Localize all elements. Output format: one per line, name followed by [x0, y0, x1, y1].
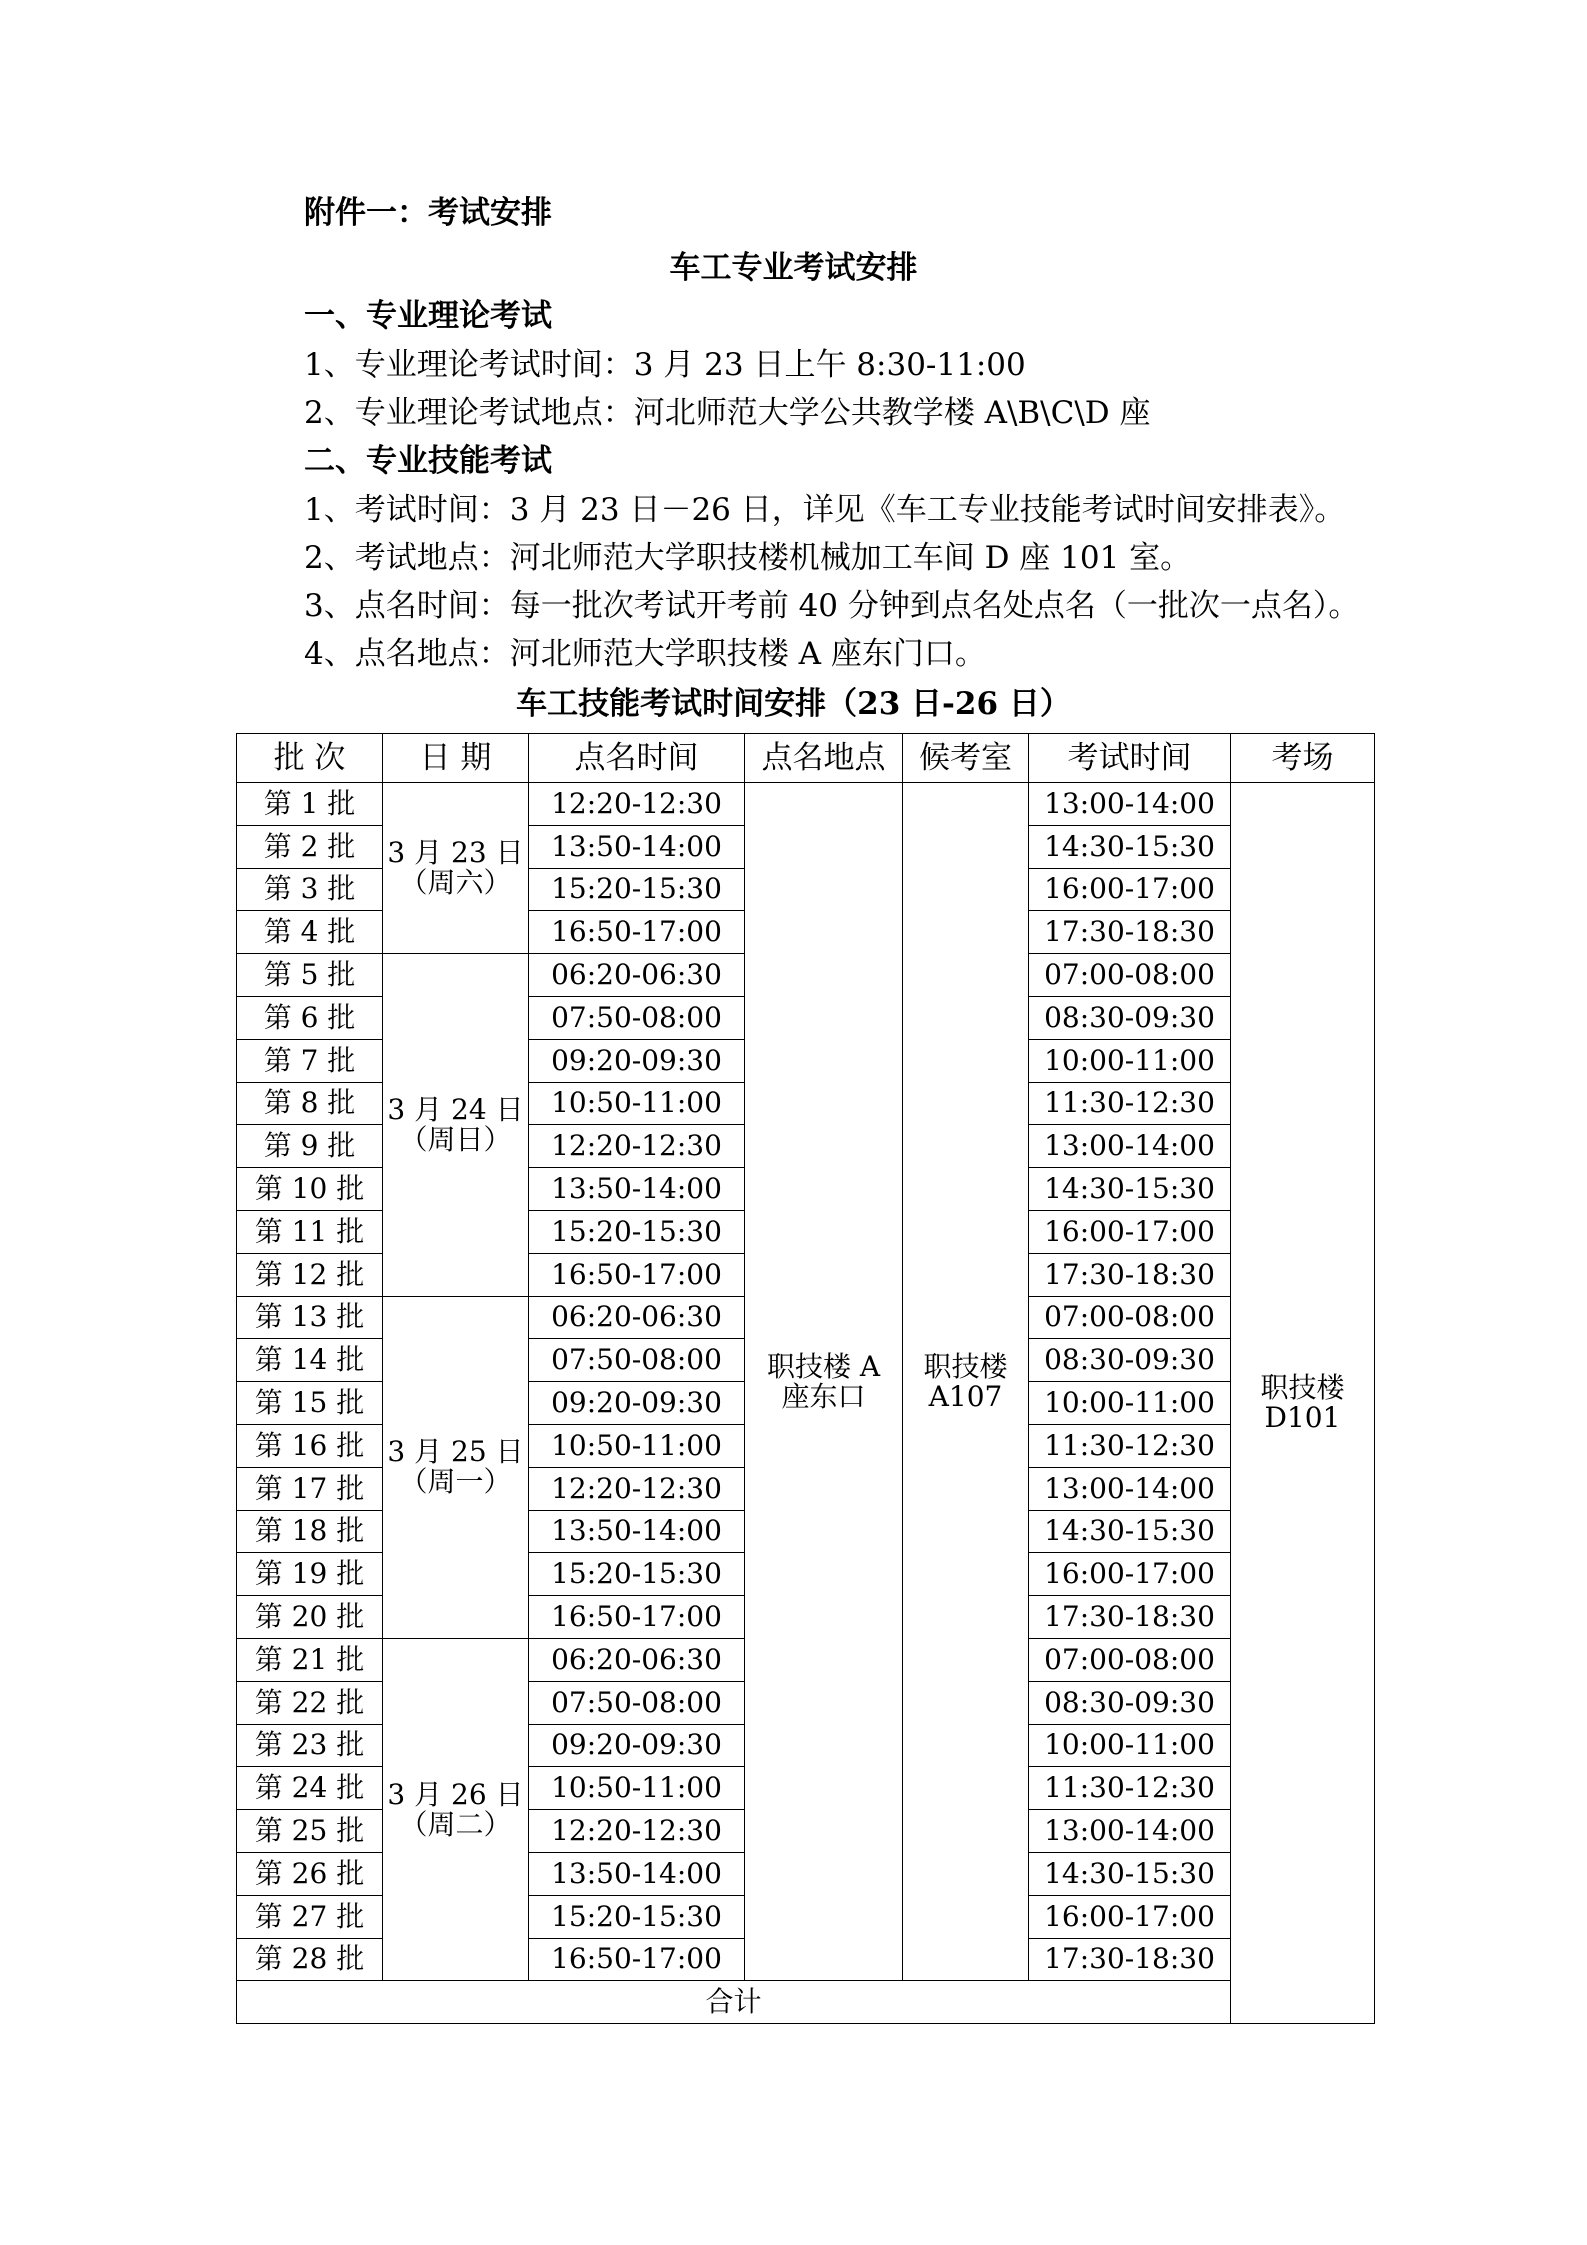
checkin-place-line-2: 座东口: [781, 1379, 866, 1413]
waiting-room-cell: [903, 783, 1029, 1981]
batch-cell: 第 6 批: [237, 996, 383, 1039]
date-text: 3 月 23 日: [387, 836, 524, 870]
batch-cell: 第 19 批: [237, 1553, 383, 1596]
exam-room-line-2: D101: [1264, 1401, 1341, 1435]
checkin-time-cell: 06:20-06:30: [529, 1638, 745, 1681]
batch-cell: 第 16 批: [237, 1424, 383, 1467]
waiting-room-line-2: A107: [928, 1379, 1003, 1413]
exam-time-cell: 07:00-08:00: [1029, 1296, 1231, 1339]
batch-cell: 第 8 批: [237, 1082, 383, 1125]
exam-time-cell: 10:00-11:00: [1029, 1382, 1231, 1425]
batch-cell: 第 7 批: [237, 1039, 383, 1082]
exam-time-cell: 11:30-12:30: [1029, 1424, 1231, 1467]
checkin-time-cell: 15:20-15:30: [529, 1553, 745, 1596]
checkin-time-cell: 10:50-11:00: [529, 1082, 745, 1125]
date-cell: [383, 783, 529, 954]
exam-time-cell: 13:00-14:00: [1029, 1125, 1231, 1168]
exam-time-cell: 07:00-08:00: [1029, 954, 1231, 997]
checkin-time-cell: 09:20-09:30: [529, 1039, 745, 1082]
schedule-table: [236, 733, 1375, 2024]
batch-cell: 第 28 批: [237, 1938, 383, 1981]
checkin-time-cell: 07:50-08:00: [529, 996, 745, 1039]
table-title: 车工技能考试时间安排（23 日-26 日）: [516, 686, 1071, 722]
exam-time-cell: 07:00-08:00: [1029, 1638, 1231, 1681]
checkin-time-cell: 12:20-12:30: [529, 1467, 745, 1510]
checkin-time-cell: 10:50-11:00: [529, 1424, 745, 1467]
batch-cell: 第 13 批: [237, 1296, 383, 1339]
weekday-text: （周二）: [399, 1807, 512, 1841]
weekday-text: （周日）: [399, 1122, 512, 1156]
total-cell: 合计: [237, 1981, 1231, 2024]
checkin-place-cell: [745, 783, 903, 1981]
checkin-time-cell: 15:20-15:30: [529, 1895, 745, 1938]
batch-cell: 第 14 批: [237, 1339, 383, 1382]
checkin-time-cell: 13:50-14:00: [529, 1168, 745, 1211]
section1-item-1: 1、专业理论考试时间：3 月 23 日上午 8:30-11:00: [304, 347, 1026, 383]
checkin-time-cell: 16:50-17:00: [529, 1596, 745, 1639]
checkin-time-cell: 09:20-09:30: [529, 1724, 745, 1767]
exam-time-cell: 10:00-11:00: [1029, 1724, 1231, 1767]
checkin-time-cell: 07:50-08:00: [529, 1339, 745, 1382]
weekday-text: （周六）: [399, 866, 512, 900]
batch-cell: 第 5 批: [237, 954, 383, 997]
checkin-time-cell: 13:50-14:00: [529, 1852, 745, 1895]
exam-time-cell: 08:30-09:30: [1029, 1339, 1231, 1382]
date-text: 3 月 26 日: [387, 1777, 524, 1811]
checkin-time-cell: 16:50-17:00: [529, 1253, 745, 1296]
header-date: 日 期: [383, 734, 529, 783]
exam-time-cell: 08:30-09:30: [1029, 996, 1231, 1039]
checkin-time-cell: 12:20-12:30: [529, 1810, 745, 1853]
header-exam-room: 考场: [1231, 734, 1375, 783]
section2-item-2: 2、考试地点：河北师范大学职技楼机械加工车间 D 座 101 室。: [304, 540, 1192, 576]
section1-heading: 一、专业理论考试: [304, 298, 552, 334]
header-waiting-room: 候考室: [903, 734, 1029, 783]
batch-cell: 第 2 批: [237, 825, 383, 868]
batch-cell: 第 22 批: [237, 1681, 383, 1724]
exam-time-cell: 17:30-18:30: [1029, 911, 1231, 954]
section1-item-2: 2、专业理论考试地点：河北师范大学公共教学楼 A\B\C\D 座: [304, 395, 1151, 431]
exam-time-cell: 14:30-15:30: [1029, 1168, 1231, 1211]
exam-time-cell: 16:00-17:00: [1029, 868, 1231, 911]
checkin-time-cell: 06:20-06:30: [529, 954, 745, 997]
date-cell: [383, 1296, 529, 1638]
exam-time-cell: 14:30-15:30: [1029, 1510, 1231, 1553]
checkin-time-cell: 15:20-15:30: [529, 868, 745, 911]
checkin-time-cell: 06:20-06:30: [529, 1296, 745, 1339]
batch-cell: 第 27 批: [237, 1895, 383, 1938]
section2-heading: 二、专业技能考试: [304, 443, 552, 479]
batch-cell: 第 12 批: [237, 1253, 383, 1296]
exam-room-cell: [1231, 783, 1375, 2024]
batch-cell: 第 20 批: [237, 1596, 383, 1639]
batch-cell: 第 15 批: [237, 1382, 383, 1425]
batch-cell: 第 25 批: [237, 1810, 383, 1853]
batch-cell: 第 17 批: [237, 1467, 383, 1510]
batch-cell: 第 10 批: [237, 1168, 383, 1211]
checkin-time-cell: 10:50-11:00: [529, 1767, 745, 1810]
exam-time-cell: 11:30-12:30: [1029, 1767, 1231, 1810]
exam-time-cell: 17:30-18:30: [1029, 1938, 1231, 1981]
batch-cell: 第 26 批: [237, 1852, 383, 1895]
batch-cell: 第 9 批: [237, 1125, 383, 1168]
checkin-time-cell: 12:20-12:30: [529, 1125, 745, 1168]
exam-time-cell: 17:30-18:30: [1029, 1596, 1231, 1639]
checkin-time-cell: 16:50-17:00: [529, 911, 745, 954]
checkin-time-cell: 16:50-17:00: [529, 1938, 745, 1981]
header-exam-time: 考试时间: [1029, 734, 1231, 783]
exam-time-cell: 16:00-17:00: [1029, 1553, 1231, 1596]
date-cell: [383, 1638, 529, 1980]
date-text: 3 月 24 日: [387, 1092, 524, 1126]
batch-cell: 第 4 批: [237, 911, 383, 954]
exam-time-cell: 14:30-15:30: [1029, 1852, 1231, 1895]
table-row: [237, 783, 1375, 826]
section2-item-3: 3、点名时间：每一批次考试开考前 40 分钟到点名处点名（一批次一点名）。: [304, 588, 1360, 624]
batch-cell: 第 1 批: [237, 783, 383, 826]
checkin-time-cell: 15:20-15:30: [529, 1210, 745, 1253]
exam-time-cell: 16:00-17:00: [1029, 1895, 1231, 1938]
exam-time-cell: 08:30-09:30: [1029, 1681, 1231, 1724]
total-row: [237, 1981, 1375, 2024]
header-batch: 批 次: [237, 734, 383, 783]
checkin-place-line-1: 职技楼 A: [766, 1349, 881, 1383]
weekday-text: （周一）: [399, 1465, 512, 1499]
checkin-time-cell: 12:20-12:30: [529, 783, 745, 826]
batch-cell: 第 24 批: [237, 1767, 383, 1810]
exam-time-cell: 10:00-11:00: [1029, 1039, 1231, 1082]
batch-cell: 第 23 批: [237, 1724, 383, 1767]
checkin-time-cell: 13:50-14:00: [529, 825, 745, 868]
waiting-room-line-1: 职技楼: [923, 1349, 1008, 1383]
table-header-row: [237, 734, 1375, 783]
exam-time-cell: 13:00-14:00: [1029, 1810, 1231, 1853]
exam-time-cell: 14:30-15:30: [1029, 825, 1231, 868]
batch-cell: 第 18 批: [237, 1510, 383, 1553]
batch-cell: 第 21 批: [237, 1638, 383, 1681]
exam-time-cell: 11:30-12:30: [1029, 1082, 1231, 1125]
exam-time-cell: 13:00-14:00: [1029, 783, 1231, 826]
batch-cell: 第 11 批: [237, 1210, 383, 1253]
section2-item-4: 4、点名地点：河北师范大学职技楼 A 座东门口。: [304, 636, 986, 672]
checkin-time-cell: 07:50-08:00: [529, 1681, 745, 1724]
exam-time-cell: 17:30-18:30: [1029, 1253, 1231, 1296]
section2-item-1: 1、考试时间：3 月 23 日－26 日，详见《车工专业技能考试时间安排表》。: [304, 492, 1346, 528]
header-checkin-place: 点名地点: [745, 734, 903, 783]
checkin-time-cell: 13:50-14:00: [529, 1510, 745, 1553]
exam-room-line-1: 职技楼: [1260, 1371, 1345, 1405]
header-checkin-time: 点名时间: [529, 734, 745, 783]
exam-time-cell: 16:00-17:00: [1029, 1210, 1231, 1253]
date-cell: [383, 954, 529, 1296]
exam-time-cell: 13:00-14:00: [1029, 1467, 1231, 1510]
main-title: 车工专业考试安排: [669, 250, 918, 286]
checkin-time-cell: 09:20-09:30: [529, 1382, 745, 1425]
date-text: 3 月 25 日: [387, 1435, 524, 1469]
annex-title: 附件一：考试安排: [304, 195, 552, 231]
batch-cell: 第 3 批: [237, 868, 383, 911]
